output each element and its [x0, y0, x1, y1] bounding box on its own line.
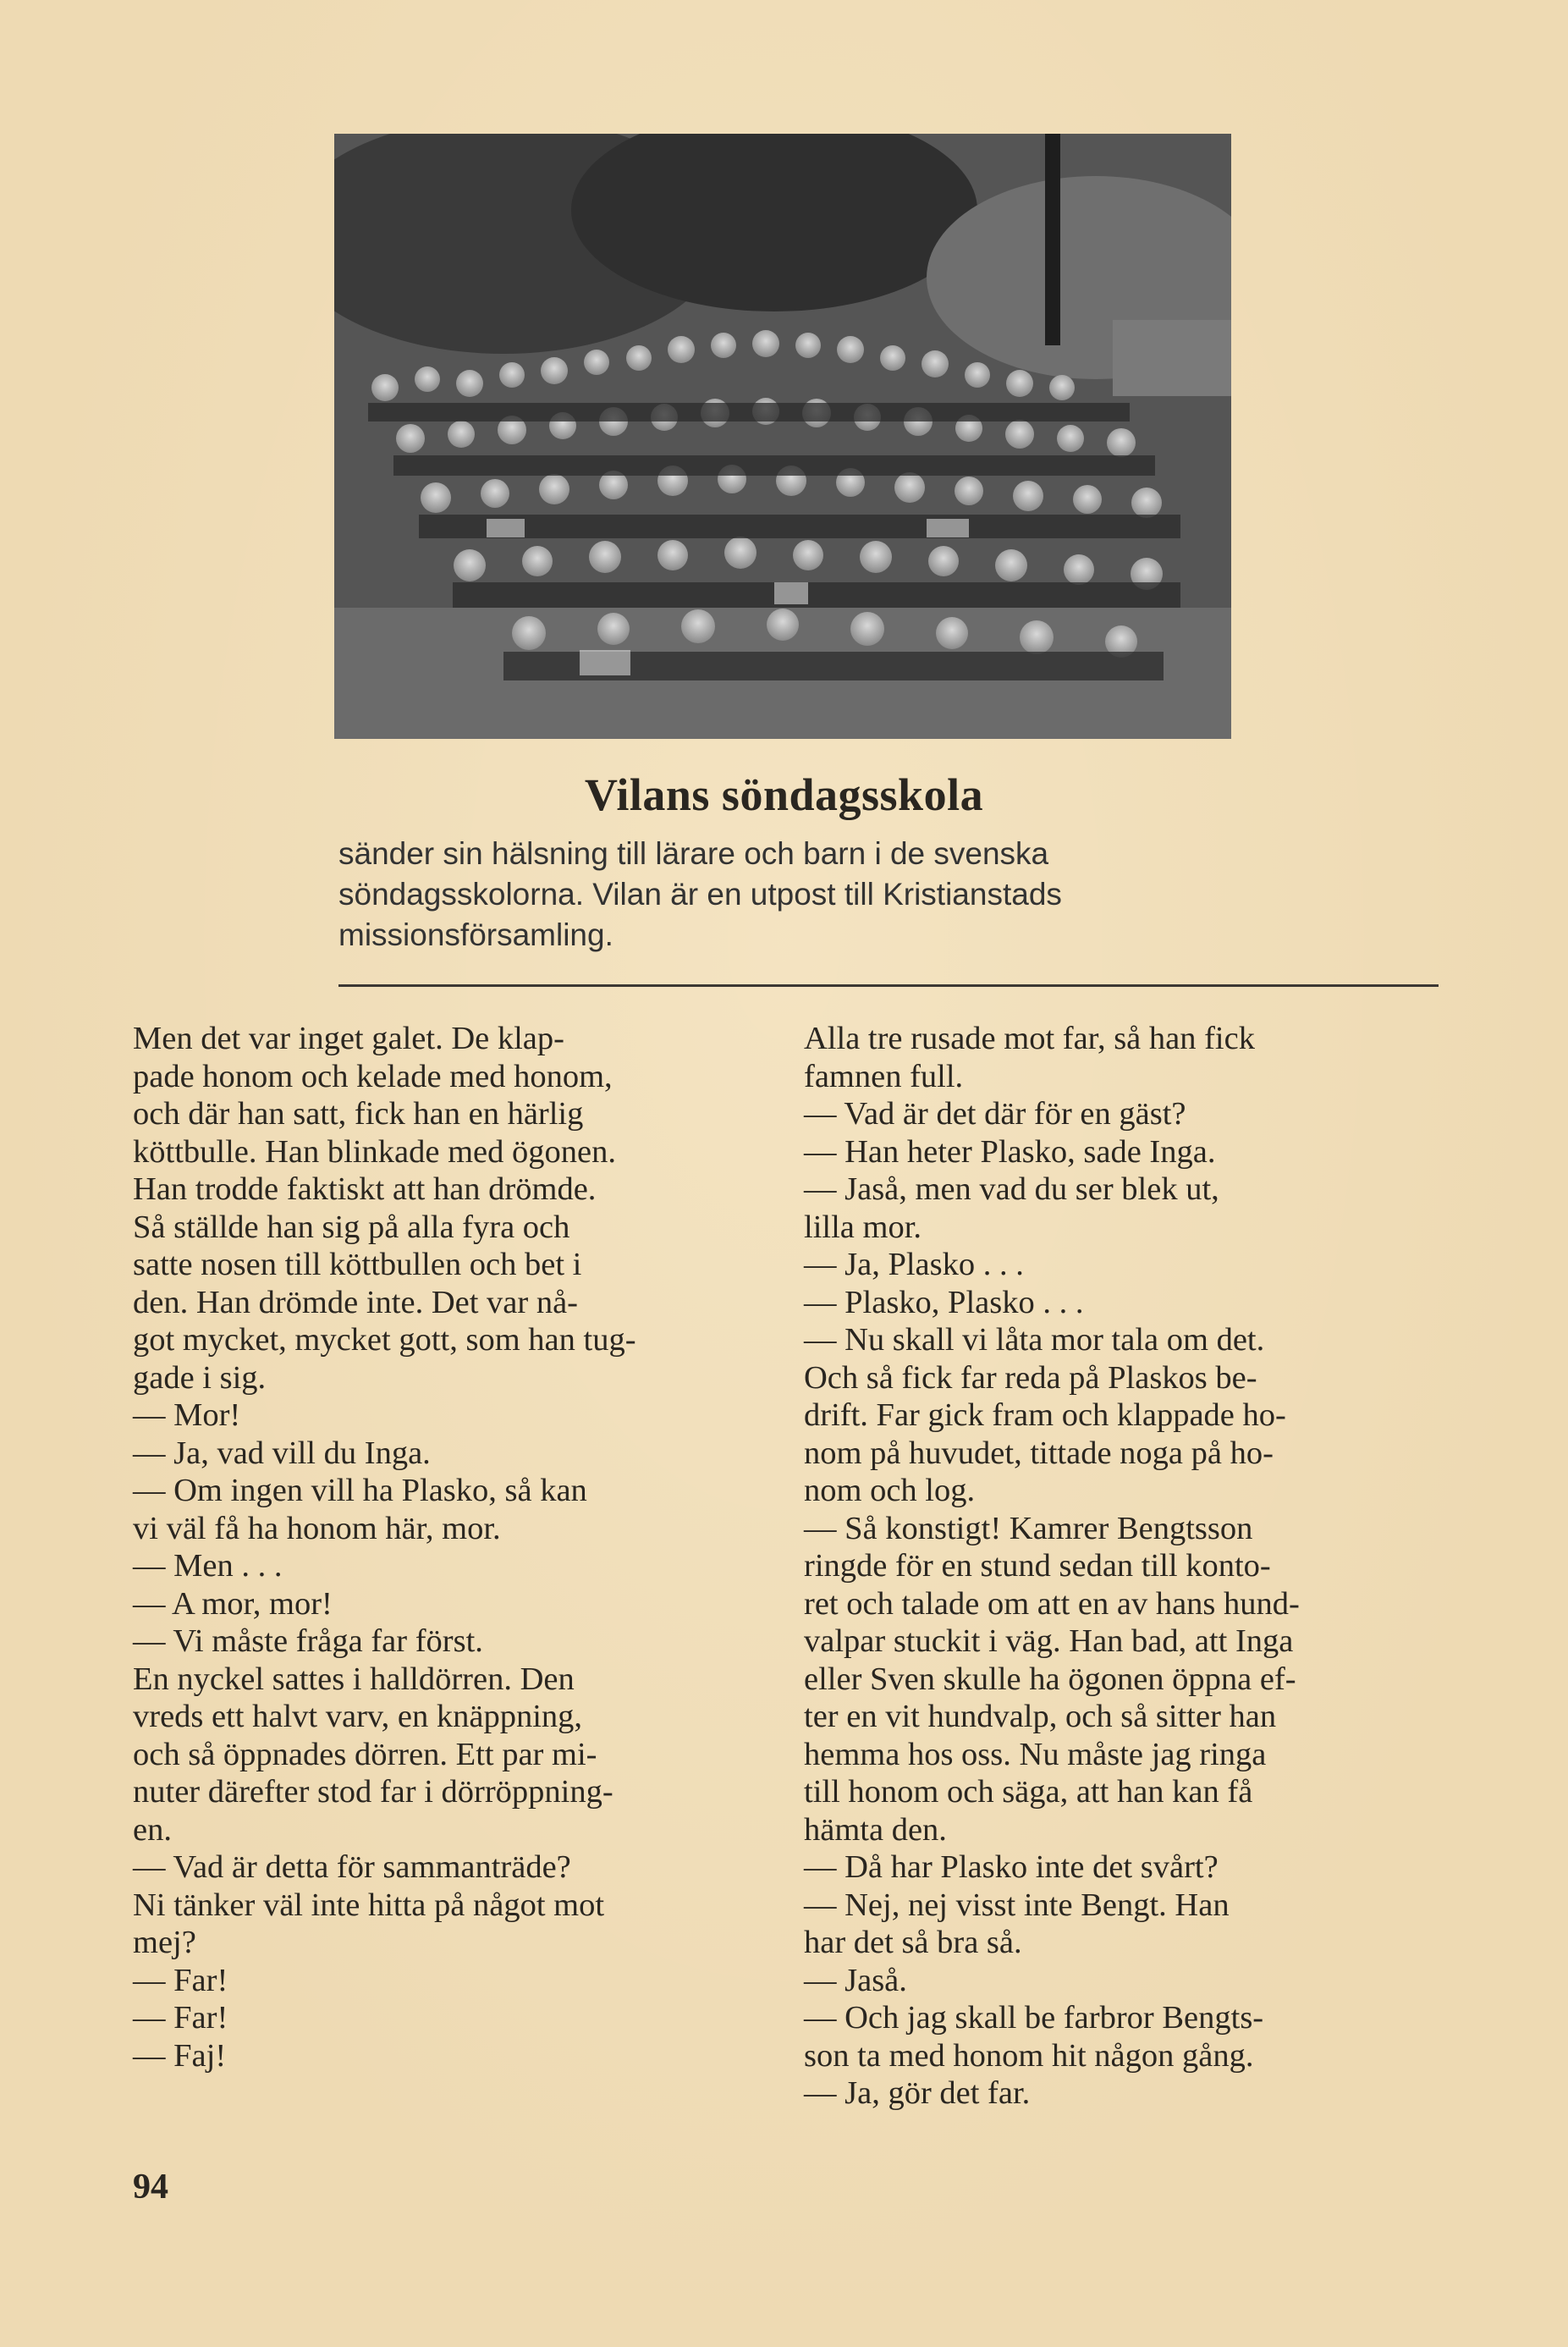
text-line: Ni tänker väl inte hitta på något mot [133, 1887, 605, 1923]
text-line: Men det var inget galet. De klap- [133, 1021, 564, 1056]
story-right-column [804, 1020, 1447, 2113]
text-line: pade honom och kelade med honom, [133, 1058, 613, 1094]
text-line: eller Sven skulle ha ögonen öppna ef- [804, 1661, 1296, 1697]
text-line: och så öppnades dörren. Ett par mi- [133, 1736, 597, 1772]
text-line: got mycket, mycket gott, som han tug- [133, 1322, 636, 1358]
text-line: — Jaså, men vad du ser blek ut, [804, 1171, 1219, 1207]
text-line: vi väl få ha honom här, mor. [133, 1510, 501, 1546]
text-line: — Jaså. [804, 1962, 907, 1998]
page-number: 94 [133, 2168, 168, 2207]
text-line: famnen full. [804, 1058, 964, 1094]
caption-line: sänder sin hälsning till lärare och barn i de svenska [338, 836, 1049, 871]
text-line: — Mor! [133, 1397, 241, 1433]
text-line: ringde för en stund sedan till konto- [804, 1548, 1271, 1584]
text-line: — Så konstigt! Kamrer Bengtsson [804, 1510, 1253, 1546]
text-line: ret och talade om att en av hans hund- [804, 1585, 1300, 1622]
text-line: — Faj! [133, 2037, 227, 2074]
text-line: — Då har Plasko inte det svårt? [804, 1849, 1219, 1885]
text-line: — Vad är det där för en gäst? [804, 1096, 1186, 1132]
sunday-school-group-photo [334, 134, 1231, 739]
text-line: — Ja, Plasko . . . [804, 1247, 1024, 1282]
text-line: den. Han drömde inte. Det var nå- [133, 1284, 578, 1320]
story-left-column [133, 1020, 776, 2074]
caption-line: missionsförsamling. [338, 917, 613, 952]
text-line: — Plasko, Plasko . . . [804, 1284, 1084, 1320]
text-line: valpar stuckit i väg. Han bad, att Inga [804, 1623, 1294, 1659]
text-line: En nyckel sattes i halldörren. Den [133, 1661, 575, 1697]
text-line: hemma hos oss. Nu måste jag ringa [804, 1736, 1267, 1772]
text-line: Och så fick far reda på Plaskos be- [804, 1359, 1257, 1396]
section-divider [338, 984, 1439, 987]
text-line: nom på huvudet, tittade noga på ho- [804, 1435, 1274, 1471]
text-line: lilla mor. [804, 1209, 922, 1245]
text-line: och där han satt, fick han en härlig [133, 1096, 584, 1132]
text-line: drift. Far gick fram och klappade ho- [804, 1397, 1286, 1433]
text-line: — Men . . . [133, 1548, 283, 1584]
text-line: — Om ingen vill ha Plasko, så kan [133, 1473, 587, 1508]
text-line: — Ja, gör det far. [804, 2075, 1031, 2111]
text-line: — Nej, nej visst inte Bengt. Han [804, 1887, 1230, 1923]
text-line: — Far! [133, 1962, 228, 1998]
text-line: gade i sig. [133, 1359, 267, 1396]
photo-caption-title: Vilans söndagsskola [584, 769, 984, 820]
text-line: — A mor, mor! [133, 1585, 333, 1622]
text-line: satte nosen till köttbullen och bet i [133, 1247, 582, 1282]
photo-caption-text [338, 834, 1235, 956]
text-line: — Nu skall vi låta mor tala om det. [804, 1322, 1265, 1358]
text-line: Han trodde faktiskt att han drömde. [133, 1171, 597, 1207]
text-line: Alla tre rusade mot far, så han fick [804, 1021, 1255, 1056]
group-photo-image [334, 134, 1231, 739]
text-line: — Vad är detta för sammanträde? [133, 1849, 571, 1885]
text-line: — Ja, vad vill du Inga. [133, 1435, 431, 1471]
caption-line: söndagsskolorna. Vilan är en utpost till Kristianstads [338, 877, 1062, 912]
text-line: en. [133, 1811, 172, 1848]
text-line: — Och jag skall be farbror Bengts- [804, 2000, 1264, 2036]
text-line: till honom och säga, att han kan få [804, 1774, 1253, 1810]
text-line: Så ställde han sig på alla fyra och [133, 1209, 570, 1245]
text-line: ter en vit hundvalp, och så sitter han [804, 1699, 1277, 1734]
text-line: mej? [133, 1925, 196, 1960]
text-line: son ta med honom hit någon gång. [804, 2037, 1254, 2074]
text-line: nuter därefter stod far i dörröppning- [133, 1774, 613, 1810]
text-line: har det så bra så. [804, 1925, 1022, 1960]
text-line: köttbulle. Han blinkade med ögonen. [133, 1133, 616, 1170]
text-line: vreds ett halvt varv, en knäppning, [133, 1699, 583, 1734]
text-line: nom och log. [804, 1473, 976, 1508]
text-line: — Far! [133, 2000, 228, 2036]
text-line: hämta den. [804, 1811, 947, 1848]
text-line: — Vi måste fråga far först. [133, 1623, 483, 1659]
text-line: — Han heter Plasko, sade Inga. [804, 1133, 1216, 1170]
